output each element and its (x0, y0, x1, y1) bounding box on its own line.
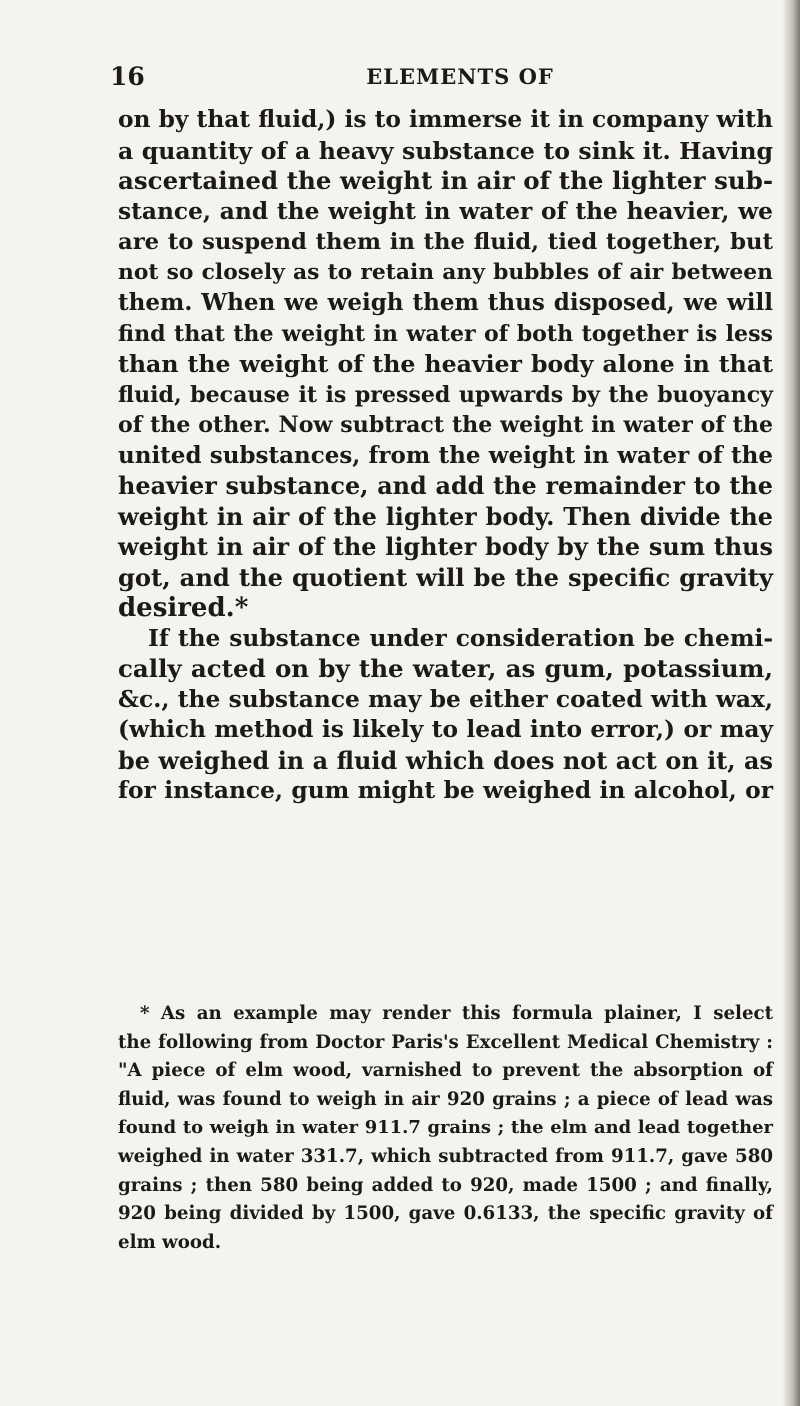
text-line: (which method is likely to lead into error,) or may (118, 716, 773, 743)
text-line: be weighed in a fluid which does not act on it, as (118, 746, 773, 775)
text-line: them. When we weigh them thus disposed, we will (118, 289, 773, 316)
footnote-line: fluid, was found to weigh in air 920 grains ; a piece of lead was (118, 1088, 773, 1110)
text-line: fluid, because it is pressed upwards by the buoyancy (118, 381, 773, 408)
text-line: find that the weight in water of both together is less (118, 320, 773, 347)
text-line: not so closely as to retain any bubbles of air between (118, 259, 773, 285)
page-edge-shadow (782, 0, 800, 1406)
text-line: desired.* (118, 593, 249, 623)
footnote-line: found to weigh in water 911.7 grains ; the elm and lead together (118, 1117, 773, 1139)
footnote-line: the following from Doctor Paris's Excellent Medical Chemistry : (118, 1031, 773, 1053)
text-line: for instance, gum might be weighed in alcohol, or (118, 777, 773, 804)
running-title: ELEMENTS OF (366, 64, 554, 89)
text-line: united substances, from the weight in water of the (118, 441, 773, 469)
footnote-line: "A piece of elm wood, varnished to prevent the absorption of (118, 1060, 773, 1082)
running-head (110, 62, 770, 98)
footnote-line: grains ; then 580 being added to 920, made 1500 ; and finally, (118, 1174, 773, 1196)
text-line: ascertained the weight in air of the lighter sub- (118, 166, 773, 195)
text-line: than the weight of the heavier body alone in that (118, 350, 773, 378)
footnote-line: elm wood. (118, 1231, 222, 1253)
footnote (118, 1000, 773, 1257)
text-line: weight in air of the lighter body. Then divide the (118, 502, 773, 531)
text-line: got, and the quotient will be the specific gravity (118, 562, 773, 592)
text-line: are to suspend them in the fluid, tied together, but (118, 229, 773, 255)
footnote-line: 920 being divided by 1500, gave 0.6133, the specific gravity of (118, 1203, 773, 1225)
text-line: heavier substance, and add the remainder to the (118, 472, 773, 500)
text-line: cally acted on by the water, as gum, potassium, (118, 654, 773, 683)
text-line: a quantity of a heavy substance to sink it. Having (118, 136, 773, 165)
text-line: on by that fluid,) is to immerse it in company with (118, 106, 773, 133)
text-line: of the other. Now subtract the weight in water of the (118, 412, 773, 438)
page-number: 16 (110, 62, 145, 91)
footnote-line: * As an example may render this formula plainer, I select (140, 1003, 773, 1024)
text-line: stance, and the weight in water of the heavier, we (118, 197, 773, 225)
text-line: weight in air of the lighter body by the sum thus (118, 533, 773, 561)
footnote-line: weighed in water 331.7, which subtracted from 911.7, gave 580 (118, 1145, 773, 1167)
body-text (118, 105, 773, 807)
text-line: If the substance under consideration be chemi- (148, 624, 773, 652)
text-line: &c., the substance may be either coated with wax, (118, 685, 773, 713)
